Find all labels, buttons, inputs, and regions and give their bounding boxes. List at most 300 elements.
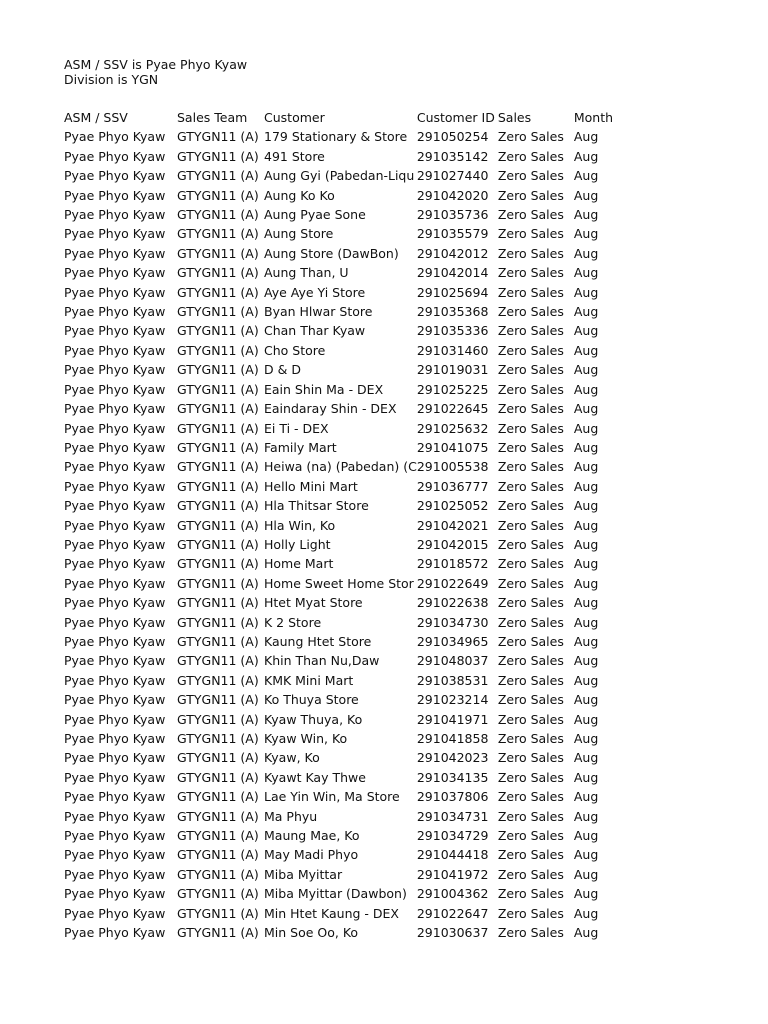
cell-customer-id: 291025225: [416, 381, 489, 397]
table-row: [64, 632, 634, 651]
cell-customer: Kaung Htet Store: [264, 633, 372, 649]
cell-asm-ssv: Pyae Phyo Kyaw: [64, 478, 166, 494]
cell-sales-team: GTYGN11 (A): [177, 789, 259, 805]
cell-customer: Htet Myat Store: [264, 595, 363, 611]
cell-month: Aug: [573, 187, 599, 203]
cell-month: Aug: [573, 401, 599, 417]
cell-sales: Zero Sales: [497, 614, 564, 630]
cell-sales-team: GTYGN11 (A): [177, 595, 259, 611]
cell-customer-id: 291034965: [416, 633, 489, 649]
table-row: [64, 341, 634, 360]
cell-customer: Hla Thitsar Store: [264, 498, 369, 514]
cell-customer: May Madi Phyo: [264, 847, 359, 863]
cell-asm-ssv: Pyae Phyo Kyaw: [64, 168, 166, 184]
cell-sales-team: GTYGN11 (A): [177, 750, 259, 766]
cell-customer: Heiwa (na) (Pabedan) (C: [264, 459, 417, 475]
cell-month: Aug: [573, 148, 599, 164]
cell-asm-ssv: Pyae Phyo Kyaw: [64, 245, 166, 261]
cell-customer-id: 291042023: [416, 750, 489, 766]
cell-asm-ssv: Pyae Phyo Kyaw: [64, 226, 166, 242]
table-row: [64, 438, 634, 457]
cell-month: Aug: [573, 847, 599, 863]
cell-month: Aug: [573, 420, 599, 436]
cell-customer-id: 291034731: [416, 808, 489, 824]
cell-sales-team: GTYGN11 (A): [177, 575, 259, 591]
cell-month: Aug: [573, 265, 599, 281]
cell-sales: Zero Sales: [497, 692, 564, 708]
cell-month: Aug: [573, 653, 599, 669]
cell-customer-id: 291042021: [416, 517, 489, 533]
cell-customer: Chan Thar Kyaw: [264, 323, 366, 339]
cell-customer: Lae Yin Win, Ma Store: [264, 789, 400, 805]
cell-customer: Home Sweet Home Stor: [264, 575, 414, 591]
cell-sales-team: GTYGN11 (A): [177, 672, 259, 688]
cell-month: Aug: [573, 575, 599, 591]
cell-customer-id: 291041858: [416, 731, 489, 746]
column-header-customer: Customer: [264, 110, 325, 125]
cell-month: Aug: [573, 129, 599, 145]
cell-sales: Zero Sales: [497, 420, 564, 436]
table-row: [64, 147, 634, 166]
cell-customer: Aye Aye Yi Store: [264, 284, 366, 300]
cell-customer: 491 Store: [264, 148, 325, 164]
table-row: [64, 535, 634, 554]
cell-month: Aug: [573, 381, 599, 397]
table-row: [64, 574, 634, 593]
cell-customer-id: 291022647: [416, 905, 489, 921]
cell-sales: Zero Sales: [497, 168, 564, 184]
customer-sales-table: [64, 108, 634, 942]
cell-customer-id: 291019031: [416, 362, 489, 378]
cell-customer-id: 291022649: [416, 575, 489, 591]
cell-customer: Aung Gyi (Pabedan-Liqu: [264, 168, 415, 184]
cell-sales: Zero Sales: [497, 711, 564, 727]
cell-customer: Byan Hlwar Store: [264, 304, 373, 320]
cell-sales: Zero Sales: [497, 536, 564, 552]
cell-customer-id: 291050254: [416, 129, 489, 145]
cell-customer: Hello Mini Mart: [264, 478, 358, 494]
cell-month: Aug: [573, 342, 599, 358]
cell-sales: Zero Sales: [497, 342, 564, 358]
cell-sales: Zero Sales: [497, 769, 564, 785]
cell-sales-team: GTYGN11 (A): [177, 731, 259, 746]
cell-asm-ssv: Pyae Phyo Kyaw: [64, 517, 166, 533]
cell-customer: Kyawt Kay Thwe: [264, 769, 366, 785]
cell-customer-id: 291005538: [416, 459, 489, 475]
cell-sales: Zero Sales: [497, 866, 564, 882]
cell-sales-team: GTYGN11 (A): [177, 420, 259, 436]
cell-customer-id: 291025632: [416, 420, 489, 436]
cell-sales: Zero Sales: [497, 517, 564, 533]
table-row: [64, 690, 634, 709]
cell-customer: Miba Myittar: [264, 866, 343, 882]
cell-asm-ssv: Pyae Phyo Kyaw: [64, 536, 166, 552]
table-row: [64, 651, 634, 670]
cell-sales: Zero Sales: [497, 556, 564, 572]
cell-asm-ssv: Pyae Phyo Kyaw: [64, 672, 166, 688]
cell-asm-ssv: Pyae Phyo Kyaw: [64, 750, 166, 766]
cell-sales-team: GTYGN11 (A): [177, 614, 259, 630]
table-row: [64, 613, 634, 632]
cell-asm-ssv: Pyae Phyo Kyaw: [64, 905, 166, 921]
cell-asm-ssv: Pyae Phyo Kyaw: [64, 362, 166, 378]
cell-customer: Aung Than, U: [264, 265, 349, 281]
cell-asm-ssv: Pyae Phyo Kyaw: [64, 420, 166, 436]
cell-month: Aug: [573, 866, 599, 882]
division-heading: Division is YGN: [64, 72, 159, 87]
cell-month: Aug: [573, 207, 599, 223]
cell-customer-id: 291031460: [416, 342, 489, 358]
cell-asm-ssv: Pyae Phyo Kyaw: [64, 381, 166, 397]
cell-month: Aug: [573, 478, 599, 494]
table-row: [64, 593, 634, 612]
table-row: [64, 729, 634, 748]
cell-sales-team: GTYGN11 (A): [177, 498, 259, 514]
cell-sales-team: GTYGN11 (A): [177, 401, 259, 417]
table-row: [64, 884, 634, 903]
table-row: [64, 807, 634, 826]
cell-customer-id: 291042020: [416, 187, 489, 203]
cell-sales-team: GTYGN11 (A): [177, 245, 259, 261]
cell-asm-ssv: Pyae Phyo Kyaw: [64, 614, 166, 630]
cell-sales: Zero Sales: [497, 439, 564, 455]
cell-customer-id: 291030637: [416, 925, 489, 941]
cell-sales: Zero Sales: [497, 304, 564, 320]
table-row: [64, 826, 634, 845]
cell-customer: Eaindaray Shin - DEX: [264, 401, 397, 417]
table-row: [64, 516, 634, 535]
table-row: [64, 321, 634, 340]
cell-month: Aug: [573, 245, 599, 261]
cell-sales: Zero Sales: [497, 633, 564, 649]
cell-asm-ssv: Pyae Phyo Kyaw: [64, 886, 166, 902]
cell-sales-team: GTYGN11 (A): [177, 342, 259, 358]
cell-asm-ssv: Pyae Phyo Kyaw: [64, 808, 166, 824]
cell-customer: Aung Ko Ko: [264, 187, 335, 203]
cell-month: Aug: [573, 362, 599, 378]
cell-customer-id: 291027440: [416, 168, 489, 184]
cell-asm-ssv: Pyae Phyo Kyaw: [64, 789, 166, 805]
cell-customer-id: 291034729: [416, 828, 489, 844]
column-header-sales-team: Sales Team: [177, 110, 248, 125]
cell-customer-id: 291038531: [416, 672, 489, 688]
cell-customer: Aung Store: [264, 226, 334, 242]
table-row: [64, 904, 634, 923]
cell-month: Aug: [573, 226, 599, 242]
cell-sales-team: GTYGN11 (A): [177, 439, 259, 455]
cell-sales-team: GTYGN11 (A): [177, 692, 259, 708]
cell-customer: D & D: [264, 362, 301, 378]
cell-month: Aug: [573, 672, 599, 688]
cell-customer: Ma Phyu: [264, 808, 318, 824]
table-row: [64, 380, 634, 399]
cell-asm-ssv: Pyae Phyo Kyaw: [64, 556, 166, 572]
cell-sales: Zero Sales: [497, 362, 564, 378]
cell-customer: Khin Than Nu,Daw: [264, 653, 380, 669]
cell-sales: Zero Sales: [497, 226, 564, 242]
table-row: [64, 283, 634, 302]
table-row: [64, 671, 634, 690]
cell-customer: Home Mart: [264, 556, 334, 572]
cell-sales: Zero Sales: [497, 284, 564, 300]
cell-asm-ssv: Pyae Phyo Kyaw: [64, 148, 166, 164]
cell-customer-id: 291036777: [416, 478, 489, 494]
cell-sales-team: GTYGN11 (A): [177, 828, 259, 844]
cell-customer: Kyaw Thuya, Ko: [264, 711, 363, 727]
table-row: [64, 768, 634, 787]
cell-month: Aug: [573, 925, 599, 941]
cell-sales-team: GTYGN11 (A): [177, 168, 259, 184]
cell-sales-team: GTYGN11 (A): [177, 187, 259, 203]
cell-sales: Zero Sales: [497, 828, 564, 844]
cell-customer-id: 291035336: [416, 323, 489, 339]
cell-sales-team: GTYGN11 (A): [177, 808, 259, 824]
cell-sales: Zero Sales: [497, 265, 564, 281]
cell-sales-team: GTYGN11 (A): [177, 633, 259, 649]
cell-customer: Aung Store (DawBon): [264, 245, 399, 261]
cell-sales: Zero Sales: [497, 595, 564, 611]
cell-customer-id: 291041971: [416, 711, 489, 727]
cell-sales: Zero Sales: [497, 459, 564, 475]
cell-customer: Min Htet Kaung - DEX: [264, 905, 399, 921]
cell-customer-id: 291035142: [416, 148, 489, 164]
table-body: [64, 127, 634, 942]
column-header-customer-id: Customer ID: [416, 110, 495, 125]
cell-sales: Zero Sales: [497, 731, 564, 746]
cell-sales: Zero Sales: [497, 672, 564, 688]
cell-sales-team: GTYGN11 (A): [177, 517, 259, 533]
cell-asm-ssv: Pyae Phyo Kyaw: [64, 129, 166, 145]
cell-sales-team: GTYGN11 (A): [177, 905, 259, 921]
cell-month: Aug: [573, 168, 599, 184]
cell-month: Aug: [573, 498, 599, 514]
table-row: [64, 845, 634, 864]
cell-asm-ssv: Pyae Phyo Kyaw: [64, 265, 166, 281]
cell-month: Aug: [573, 769, 599, 785]
table-header-row: [64, 108, 634, 127]
cell-sales: Zero Sales: [497, 847, 564, 863]
cell-asm-ssv: Pyae Phyo Kyaw: [64, 187, 166, 203]
cell-month: Aug: [573, 750, 599, 766]
cell-month: Aug: [573, 808, 599, 824]
cell-month: Aug: [573, 692, 599, 708]
cell-month: Aug: [573, 905, 599, 921]
asm-ssv-heading: ASM / SSV is Pyae Phyo Kyaw: [64, 57, 248, 72]
cell-month: Aug: [573, 536, 599, 552]
cell-sales-team: GTYGN11 (A): [177, 381, 259, 397]
column-header-month: Month: [573, 110, 614, 125]
cell-sales-team: GTYGN11 (A): [177, 148, 259, 164]
cell-asm-ssv: Pyae Phyo Kyaw: [64, 401, 166, 417]
cell-asm-ssv: Pyae Phyo Kyaw: [64, 207, 166, 223]
cell-customer-id: 291042012: [416, 245, 489, 261]
cell-sales-team: GTYGN11 (A): [177, 207, 259, 223]
cell-customer: Cho Store: [264, 342, 326, 358]
cell-asm-ssv: Pyae Phyo Kyaw: [64, 284, 166, 300]
cell-month: Aug: [573, 517, 599, 533]
cell-customer: 179 Stationary & Store: [264, 129, 408, 145]
cell-customer: Kyaw Win, Ko: [264, 731, 348, 746]
table-row: [64, 554, 634, 573]
cell-asm-ssv: Pyae Phyo Kyaw: [64, 731, 166, 746]
cell-asm-ssv: Pyae Phyo Kyaw: [64, 498, 166, 514]
table-row: [64, 787, 634, 806]
cell-sales: Zero Sales: [497, 575, 564, 591]
cell-customer: Min Soe Oo, Ko: [264, 925, 359, 941]
cell-customer-id: 291037806: [416, 789, 489, 805]
cell-customer-id: 291034135: [416, 769, 489, 785]
table-row: [64, 166, 634, 185]
column-header-asm-ssv: ASM / SSV: [64, 110, 128, 125]
cell-sales-team: GTYGN11 (A): [177, 478, 259, 494]
cell-sales: Zero Sales: [497, 245, 564, 261]
cell-customer-id: 291025694: [416, 284, 489, 300]
cell-customer: Ei Ti - DEX: [264, 420, 329, 436]
cell-asm-ssv: Pyae Phyo Kyaw: [64, 711, 166, 727]
cell-sales-team: GTYGN11 (A): [177, 769, 259, 785]
cell-sales: Zero Sales: [497, 207, 564, 223]
cell-sales-team: GTYGN11 (A): [177, 284, 259, 300]
cell-sales: Zero Sales: [497, 886, 564, 902]
cell-asm-ssv: Pyae Phyo Kyaw: [64, 866, 166, 882]
cell-sales-team: GTYGN11 (A): [177, 362, 259, 378]
cell-asm-ssv: Pyae Phyo Kyaw: [64, 633, 166, 649]
cell-customer: Family Mart: [264, 439, 337, 455]
cell-customer: Ko Thuya Store: [264, 692, 359, 708]
cell-sales-team: GTYGN11 (A): [177, 129, 259, 145]
table-row: [64, 865, 634, 884]
cell-sales-team: GTYGN11 (A): [177, 323, 259, 339]
cell-asm-ssv: Pyae Phyo Kyaw: [64, 769, 166, 785]
cell-sales-team: GTYGN11 (A): [177, 886, 259, 902]
cell-customer-id: 291022638: [416, 595, 489, 611]
cell-customer: Maung Mae, Ko: [264, 828, 360, 844]
cell-sales-team: GTYGN11 (A): [177, 556, 259, 572]
cell-customer: KMK Mini Mart: [264, 672, 354, 688]
cell-sales: Zero Sales: [497, 381, 564, 397]
cell-asm-ssv: Pyae Phyo Kyaw: [64, 323, 166, 339]
cell-sales: Zero Sales: [497, 653, 564, 669]
cell-sales-team: GTYGN11 (A): [177, 866, 259, 882]
cell-sales-team: GTYGN11 (A): [177, 304, 259, 320]
table-row: [64, 399, 634, 418]
cell-month: Aug: [573, 633, 599, 649]
cell-customer-id: 291042015: [416, 536, 489, 552]
table-row: [64, 710, 634, 729]
cell-month: Aug: [573, 614, 599, 630]
cell-customer: Miba Myittar (Dawbon): [264, 886, 407, 902]
cell-sales-team: GTYGN11 (A): [177, 925, 259, 941]
cell-sales: Zero Sales: [497, 323, 564, 339]
column-header-sales: Sales: [497, 110, 532, 125]
table-row: [64, 186, 634, 205]
cell-sales: Zero Sales: [497, 925, 564, 941]
table-row: [64, 419, 634, 438]
cell-month: Aug: [573, 789, 599, 805]
table-row: [64, 127, 634, 146]
cell-month: Aug: [573, 304, 599, 320]
table-row: [64, 496, 634, 515]
table-row: [64, 923, 634, 942]
cell-customer-id: 291048037: [416, 653, 489, 669]
cell-month: Aug: [573, 284, 599, 300]
cell-customer-id: 291022645: [416, 401, 489, 417]
table-row: [64, 224, 634, 243]
cell-sales: Zero Sales: [497, 478, 564, 494]
cell-month: Aug: [573, 459, 599, 475]
cell-sales-team: GTYGN11 (A): [177, 459, 259, 475]
cell-customer: Hla Win, Ko: [264, 517, 336, 533]
cell-month: Aug: [573, 323, 599, 339]
cell-customer-id: 291004362: [416, 886, 489, 902]
cell-asm-ssv: Pyae Phyo Kyaw: [64, 595, 166, 611]
cell-sales-team: GTYGN11 (A): [177, 226, 259, 242]
cell-sales-team: GTYGN11 (A): [177, 265, 259, 281]
cell-asm-ssv: Pyae Phyo Kyaw: [64, 575, 166, 591]
cell-customer-id: 291044418: [416, 847, 489, 863]
cell-asm-ssv: Pyae Phyo Kyaw: [64, 847, 166, 863]
table-row: [64, 263, 634, 282]
cell-asm-ssv: Pyae Phyo Kyaw: [64, 342, 166, 358]
cell-month: Aug: [573, 439, 599, 455]
cell-asm-ssv: Pyae Phyo Kyaw: [64, 925, 166, 941]
cell-customer: Kyaw, Ko: [264, 750, 320, 766]
cell-customer-id: 291035579: [416, 226, 489, 242]
cell-asm-ssv: Pyae Phyo Kyaw: [64, 439, 166, 455]
cell-sales: Zero Sales: [497, 905, 564, 921]
cell-sales: Zero Sales: [497, 148, 564, 164]
cell-customer: Holly Light: [264, 536, 331, 552]
cell-sales: Zero Sales: [497, 498, 564, 514]
table-row: [64, 360, 634, 379]
cell-asm-ssv: Pyae Phyo Kyaw: [64, 828, 166, 844]
cell-asm-ssv: Pyae Phyo Kyaw: [64, 304, 166, 320]
cell-customer-id: 291035736: [416, 207, 489, 223]
cell-customer-id: 291041075: [416, 439, 489, 455]
cell-month: Aug: [573, 886, 599, 902]
cell-customer-id: 291041972: [416, 866, 489, 882]
table-row: [64, 477, 634, 496]
cell-customer-id: 291034730: [416, 614, 489, 630]
cell-customer: Eain Shin Ma - DEX: [264, 381, 384, 397]
cell-asm-ssv: Pyae Phyo Kyaw: [64, 692, 166, 708]
table-row: [64, 244, 634, 263]
cell-customer-id: 291035368: [416, 304, 489, 320]
cell-month: Aug: [573, 711, 599, 727]
cell-customer: K 2 Store: [264, 614, 322, 630]
cell-month: Aug: [573, 731, 599, 746]
cell-sales: Zero Sales: [497, 187, 564, 203]
cell-customer-id: 291025052: [416, 498, 489, 514]
cell-customer-id: 291018572: [416, 556, 489, 572]
cell-sales: Zero Sales: [497, 789, 564, 805]
cell-asm-ssv: Pyae Phyo Kyaw: [64, 459, 166, 475]
cell-sales: Zero Sales: [497, 401, 564, 417]
cell-customer: Aung Pyae Sone: [264, 207, 366, 223]
cell-asm-ssv: Pyae Phyo Kyaw: [64, 653, 166, 669]
table-row: [64, 748, 634, 767]
cell-month: Aug: [573, 556, 599, 572]
cell-month: Aug: [573, 595, 599, 611]
cell-sales-team: GTYGN11 (A): [177, 847, 259, 863]
cell-sales: Zero Sales: [497, 808, 564, 824]
cell-month: Aug: [573, 828, 599, 844]
cell-sales: Zero Sales: [497, 129, 564, 145]
table-row: [64, 302, 634, 321]
cell-sales-team: GTYGN11 (A): [177, 653, 259, 669]
cell-sales-team: GTYGN11 (A): [177, 711, 259, 727]
cell-sales: Zero Sales: [497, 750, 564, 766]
